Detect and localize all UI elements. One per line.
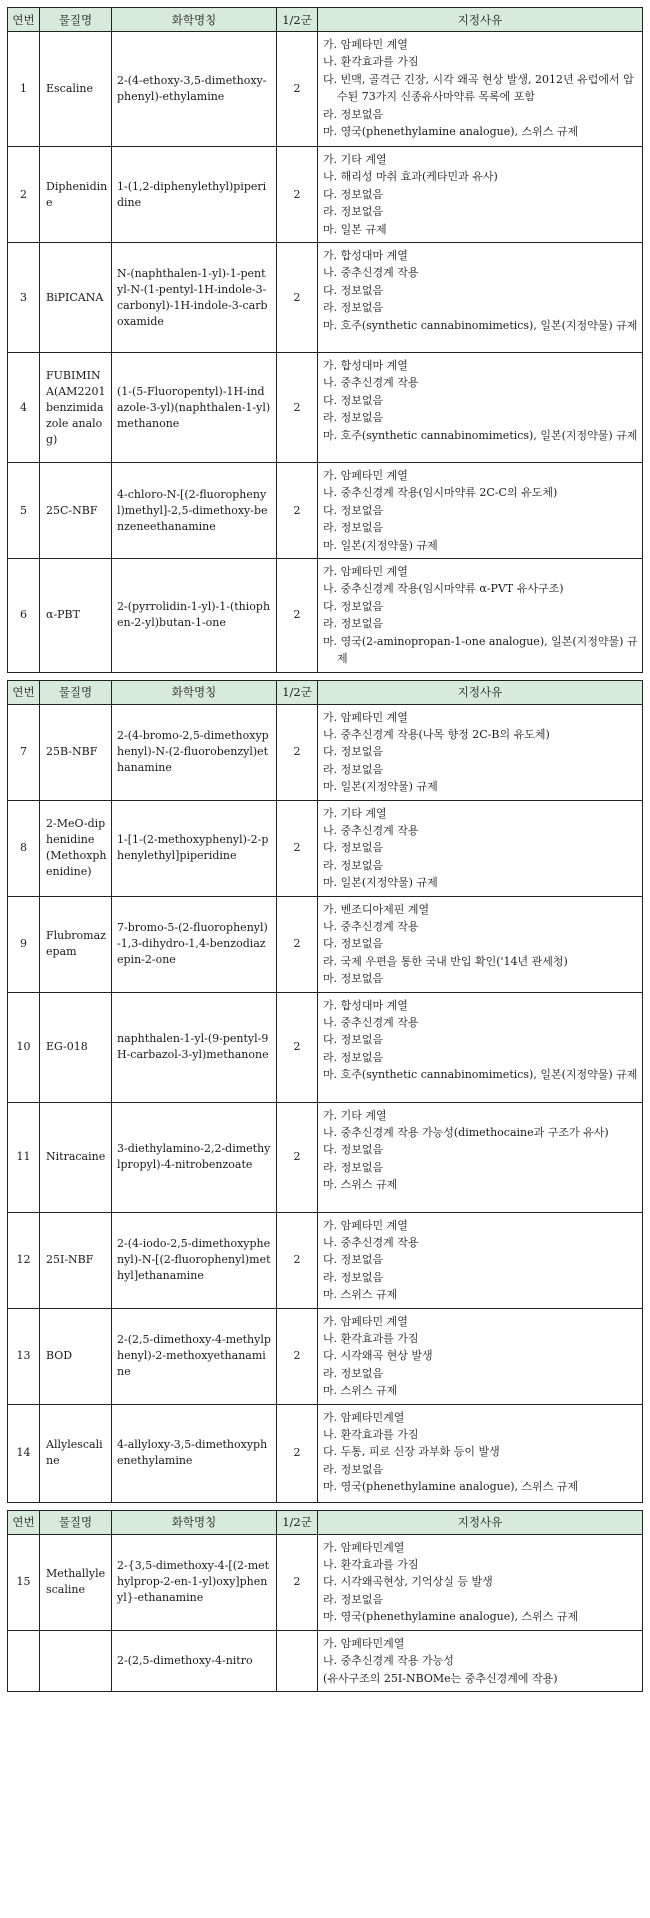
header-chemical: 화학명칭 (112, 1510, 277, 1534)
reason-item: 가. 암페타민계열 (323, 1410, 405, 1424)
row-number: 6 (8, 559, 40, 672)
table-row (8, 243, 643, 353)
group-class: 2 (277, 559, 318, 672)
chemical-name: 3-diethylamino-2,2-dimethylpropyl)-4-nitrobenzoate (112, 1102, 277, 1212)
table-row (8, 353, 643, 463)
chemical-name: 4-chloro-N-[(2-fluorophenyl)methyl]-2,5-dimethoxy-benzeneethanamine (112, 463, 277, 559)
row-number: 1 (8, 32, 40, 147)
reason-item: 마. 일본(지정약물) 규제 (323, 538, 438, 552)
designation-reason (318, 1404, 643, 1502)
reason-item: 라. 정보없음 (323, 301, 384, 315)
substance-name: Diphenidine (40, 147, 112, 243)
group-class: 2 (277, 463, 318, 559)
reason-list (323, 36, 638, 140)
header-row (8, 680, 643, 704)
row-number: 14 (8, 1404, 40, 1502)
designation-reason (318, 243, 643, 353)
reason-item: 나. 환각효과를 가짐 (323, 1558, 419, 1572)
header-chemical: 화학명칭 (112, 680, 277, 704)
row-number: 3 (8, 243, 40, 353)
group-class: 2 (277, 1404, 318, 1502)
reason-item: 라. 국제 우편을 통한 국내 반입 확인('14년 관세청) (323, 954, 568, 968)
substance-name: 25B-NBF (40, 704, 112, 800)
table-row (8, 147, 643, 243)
reason-item: 가. 기타 계열 (323, 153, 387, 166)
table-row (8, 1102, 643, 1212)
reason-item: 나. 중추신경계 작용 (323, 1016, 419, 1029)
table-row (8, 992, 643, 1102)
header-name: 물질명 (40, 680, 112, 704)
designation-reason (318, 1212, 643, 1308)
substance-name (40, 1630, 112, 1691)
header-name: 물질명 (40, 8, 112, 32)
reason-item: 가. 합성대마 계열 (323, 359, 408, 373)
reason-item: 다. 정보없음 (323, 1253, 384, 1267)
substance-name: 25I-NBF (40, 1212, 112, 1308)
reason-item: 나. 환각효과를 가짐 (323, 1428, 419, 1442)
designation-reason (318, 1102, 643, 1212)
reason-list (323, 1217, 638, 1304)
header-group: 1/2군 (277, 8, 318, 32)
reason-item: 다. 정보없음 (323, 187, 384, 201)
designation-reason (318, 704, 643, 800)
designation-reason (318, 1534, 643, 1630)
chemical-name: 2-(pyrrolidin-1-yl)-1-(thiophen-2-yl)butan-1-one (112, 559, 277, 672)
reason-item: 라. 정보없음 (323, 1160, 384, 1174)
reason-list (323, 357, 638, 444)
reason-item: 가. 벤조디아제핀 계열 (323, 902, 430, 916)
group-class: 2 (277, 32, 318, 147)
reason-item: 가. 암페타민 계열 (323, 469, 408, 483)
header-group: 1/2군 (277, 1510, 318, 1534)
reason-item: 다. 정보없음 (323, 283, 384, 297)
reason-item: 라. 정보없음 (323, 107, 384, 121)
substance-name: Nitracaine (40, 1102, 112, 1212)
header-chemical: 화학명칭 (112, 8, 277, 32)
reason-item: 다. 정보없음 (323, 503, 384, 517)
reason-list (323, 1409, 638, 1496)
group-class: 2 (277, 800, 318, 896)
row-number (8, 1630, 40, 1691)
table-row (8, 1534, 643, 1630)
reason-item: 가. 암페타민 계열 (323, 565, 408, 579)
group-class: 2 (277, 704, 318, 800)
chemical-name: 4-allyloxy-3,5-dimethoxyphenethylamine (112, 1404, 277, 1502)
table-row (8, 32, 643, 147)
chemical-name: 2-(2,5-dimethoxy-4-nitro (112, 1630, 277, 1691)
group-class: 2 (277, 147, 318, 243)
reason-item: 라. 정보없음 (323, 1462, 384, 1476)
header-row (8, 1510, 643, 1534)
reason-item: (유사구조의 25I-NBOMe는 중추신경계에 작용) (323, 1671, 558, 1685)
row-number: 15 (8, 1534, 40, 1630)
group-class: 2 (277, 1534, 318, 1630)
chemical-name: naphthalen-1-yl-(9-pentyl-9H-carbazol-3-yl)methanone (112, 992, 277, 1102)
reason-list (323, 247, 638, 334)
reason-item: 가. 암페타민계열 (323, 1636, 405, 1650)
header-reason: 지정사유 (318, 1510, 643, 1534)
chemical-name: (1-(5-Fluoropentyl)-1H-indazole-3-yl)(naphthalen-1-yl)methanone (112, 353, 277, 463)
reason-item: 가. 암페타민 계열 (323, 1314, 408, 1328)
reason-item: 마. 일본(지정약물) 규제 (323, 876, 438, 890)
substance-name: Escaline (40, 32, 112, 147)
reason-item: 가. 암페타민계열 (323, 1540, 405, 1554)
group-class (277, 1630, 318, 1691)
row-number: 8 (8, 800, 40, 896)
group-class: 2 (277, 1102, 318, 1212)
header-name: 물질명 (40, 1510, 112, 1534)
reason-item: 다. 정보없음 (323, 393, 384, 407)
reason-item: 마. 호주(synthetic cannabinomimetics), 일본(지정약물) 규제 (323, 428, 638, 442)
table-row (8, 1404, 643, 1502)
group-class: 2 (277, 992, 318, 1102)
substance-name: Allylescaline (40, 1404, 112, 1502)
reason-list (323, 1313, 638, 1400)
document (7, 7, 642, 1699)
reason-item: 가. 합성대마 계열 (323, 998, 408, 1012)
reason-item: 라. 정보없음 (323, 205, 384, 219)
table-row (8, 463, 643, 559)
reason-item: 다. 두통, 피로 신장 과부화 등이 발생 (323, 1445, 500, 1459)
reason-item: 나. 중추신경계 작용 (323, 266, 419, 280)
table-row (8, 800, 643, 896)
row-number: 2 (8, 147, 40, 243)
reason-item: 나. 중추신경계 작용 (323, 823, 419, 837)
header-reason: 지정사유 (318, 8, 643, 32)
table-row (8, 1308, 643, 1404)
reason-item: 라. 정보없음 (323, 1050, 384, 1064)
chemical-name: 2-(4-bromo-2,5-dimethoxyphenyl)-N-(2-fluorobenzyl)ethanamine (112, 704, 277, 800)
reason-item: 나. 해리성 마취 효과(케타민과 유사) (323, 170, 498, 184)
designation-reason (318, 559, 643, 672)
group-class: 2 (277, 1308, 318, 1404)
designation-reason (318, 1630, 643, 1691)
reason-item: 다. 정보없음 (323, 745, 384, 759)
substance-table (7, 1510, 643, 1692)
reason-item: 마. 호주(synthetic cannabinomimetics), 일본(지정약물) 규제 (323, 318, 638, 332)
reason-item: 다. 빈맥, 골격근 긴장, 시각 왜곡 현상 발생, 2012년 유럽에서 압수된 73가지 신종유사마약류 목록에 포함 (323, 72, 634, 104)
designation-reason (318, 147, 643, 243)
table-row (8, 1630, 643, 1691)
reason-list (323, 467, 638, 554)
reason-item: 라. 정보없음 (323, 411, 384, 425)
reason-item: 라. 정보없음 (323, 521, 384, 535)
reason-item: 나. 중추신경계 작용(임시마약류 α-PVT 유사구조) (323, 582, 564, 596)
reason-item: 라. 정보없음 (323, 1592, 384, 1606)
reason-item: 가. 기타 계열 (323, 806, 387, 820)
table-row (8, 704, 643, 800)
reason-item: 나. 중추신경계 작용(나목 향정 2C-B의 유도체) (323, 727, 550, 741)
chemical-name: 1-[1-(2-methoxyphenyl)-2-phenylethyl]piperidine (112, 800, 277, 896)
substance-table (7, 680, 643, 1503)
reason-item: 마. 영국(2-aminopropan-1-one analogue), 일본(지정약물) 규제 (323, 634, 638, 666)
reason-list (323, 151, 638, 238)
designation-reason (318, 992, 643, 1102)
chemical-name: 2-{3,5-dimethoxy-4-[(2-methylprop-2-en-1-yl)oxy]phenyl}-ethanamine (112, 1534, 277, 1630)
chemical-name: 2-(2,5-dimethoxy-4-methylphenyl)-2-methoxyethanamine (112, 1308, 277, 1404)
header-group: 1/2군 (277, 680, 318, 704)
reason-item: 마. 스위스 규제 (323, 1384, 398, 1398)
substance-name: 2-MeO-diphenidine (Methoxphenidine) (40, 800, 112, 896)
reason-item: 나. 중추신경계 작용 가능성(dimethocaine과 구조가 유사) (323, 1126, 609, 1139)
reason-item: 라. 정보없음 (323, 1366, 384, 1380)
chemical-name: 1-(1,2-diphenylethyl)piperidine (112, 147, 277, 243)
group-class: 2 (277, 1212, 318, 1308)
reason-item: 가. 암페타민 계열 (323, 38, 408, 51)
designation-reason (318, 32, 643, 147)
reason-item: 나. 중추신경계 작용 (323, 1236, 419, 1249)
reason-item: 마. 일본(지정약물) 규제 (323, 780, 438, 794)
designation-reason (318, 800, 643, 896)
group-class: 2 (277, 353, 318, 463)
table-row (8, 896, 643, 992)
reason-item: 마. 호주(synthetic cannabinomimetics), 일본(지정약물) 규제 (323, 1068, 638, 1082)
header-reason: 지정사유 (318, 680, 643, 704)
reason-item: 다. 정보없음 (323, 937, 384, 951)
reason-item: 나. 중추신경계 작용 가능성 (323, 1654, 454, 1668)
reason-item: 가. 기타 계열 (323, 1108, 387, 1122)
reason-item: 마. 일본 규제 (323, 222, 387, 236)
table-row (8, 559, 643, 672)
header-no: 연번 (8, 8, 40, 32)
reason-item: 가. 암페타민 계열 (323, 1218, 408, 1232)
row-number: 9 (8, 896, 40, 992)
reason-item: 라. 정보없음 (323, 858, 384, 872)
substance-table (7, 7, 643, 673)
designation-reason (318, 896, 643, 992)
reason-item: 마. 스위스 규제 (323, 1288, 398, 1302)
row-number: 12 (8, 1212, 40, 1308)
reason-list (323, 1635, 638, 1687)
substance-name: BiPICANA (40, 243, 112, 353)
reason-list (323, 1107, 638, 1194)
header-no: 연번 (8, 1510, 40, 1534)
reason-item: 마. 정보없음 (323, 972, 384, 986)
chemical-name: 2-(4-iodo-2,5-dimethoxyphenyl)-N-[(2-fluorophenyl)methyl]ethanamine (112, 1212, 277, 1308)
reason-item: 라. 정보없음 (323, 762, 384, 776)
reason-item: 마. 영국(phenethylamine analogue), 스위스 규제 (323, 1480, 579, 1494)
substance-name: α-PBT (40, 559, 112, 672)
row-number: 5 (8, 463, 40, 559)
substance-name: Flubromazepam (40, 896, 112, 992)
reason-item: 나. 중추신경계 작용 (323, 919, 419, 933)
header-row (8, 8, 643, 32)
designation-reason (318, 1308, 643, 1404)
group-class: 2 (277, 896, 318, 992)
chemical-name: N-(naphthalen-1-yl)-1-pentyl-N-(1-pentyl-1H-indole-3-carbonyl)-1H-indole-3-carboxamide (112, 243, 277, 353)
reason-item: 나. 환각효과를 가짐 (323, 1332, 419, 1346)
row-number: 10 (8, 992, 40, 1102)
reason-list (323, 709, 638, 796)
header-no: 연번 (8, 680, 40, 704)
reason-item: 다. 시각왜곡 현상 발생 (323, 1349, 433, 1363)
chemical-name: 7-bromo-5-(2-fluorophenyl)-1,3-dihydro-1,4-benzodiazepin-2-one (112, 896, 277, 992)
reason-list (323, 805, 638, 892)
reason-item: 라. 정보없음 (323, 617, 384, 631)
reason-item: 나. 중추신경계 작용(임시마약류 2C-C의 유도체) (323, 486, 558, 500)
reason-item: 마. 영국(phenethylamine analogue), 스위스 규제 (323, 1610, 579, 1624)
row-number: 7 (8, 704, 40, 800)
substance-name: 25C-NBF (40, 463, 112, 559)
reason-list (323, 1539, 638, 1626)
reason-item: 다. 정보없음 (323, 1033, 384, 1047)
reason-item: 다. 정보없음 (323, 841, 384, 855)
substance-name: EG-018 (40, 992, 112, 1102)
reason-item: 마. 영국(phenethylamine analogue), 스위스 규제 (323, 125, 579, 139)
reason-item: 가. 합성대마 계열 (323, 249, 408, 263)
reason-list (323, 901, 638, 988)
reason-list (323, 997, 638, 1084)
reason-item: 라. 정보없음 (323, 1270, 384, 1284)
reason-list (323, 563, 638, 667)
reason-item: 마. 스위스 규제 (323, 1178, 398, 1192)
chemical-name: 2-(4-ethoxy-3,5-dimethoxy-phenyl)-ethylamine (112, 32, 277, 147)
row-number: 4 (8, 353, 40, 463)
row-number: 11 (8, 1102, 40, 1212)
designation-reason (318, 353, 643, 463)
substance-name: FUBIMINA(AM2201 benzimidazole analog) (40, 353, 112, 463)
group-class: 2 (277, 243, 318, 353)
reason-item: 나. 환각효과를 가짐 (323, 55, 419, 69)
substance-name: Methallylescaline (40, 1534, 112, 1630)
reason-item: 나. 중추신경계 작용 (323, 376, 419, 390)
designation-reason (318, 463, 643, 559)
reason-item: 다. 시각왜곡현상, 기억상실 등 발생 (323, 1575, 493, 1589)
reason-item: 다. 정보없음 (323, 599, 384, 613)
substance-name: BOD (40, 1308, 112, 1404)
reason-item: 가. 암페타민 계열 (323, 710, 408, 724)
reason-item: 다. 정보없음 (323, 1143, 384, 1157)
table-row (8, 1212, 643, 1308)
row-number: 13 (8, 1308, 40, 1404)
